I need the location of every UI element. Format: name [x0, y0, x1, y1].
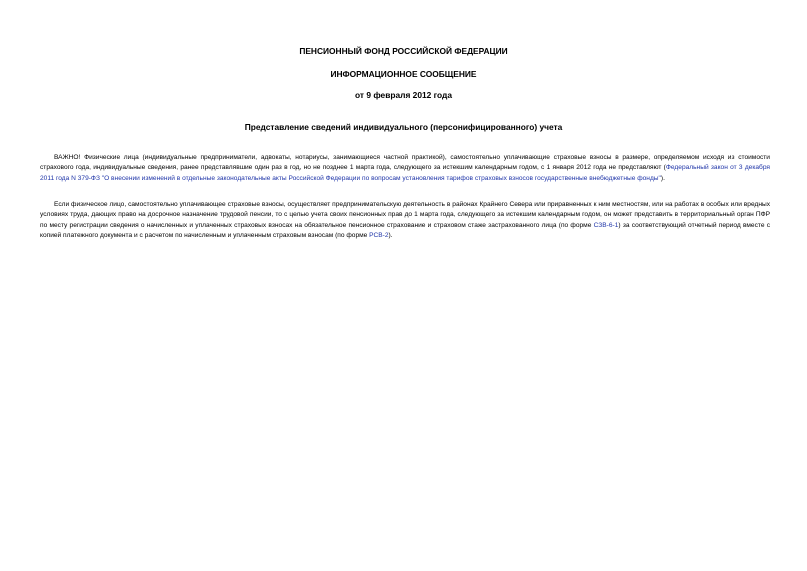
paragraph-individual-text-before: Если физическое лицо, самостоятельно уплачивающее страховые взносы, осуществляет предпринимательскую деятельность в районах Крайнего Севера или приравненных к ним местностям, или на работах в особых или вредных условиях труда, дающих право на досрочное назначение трудовой пенсии, то с целью учета своих пенсионных прав до 1 марта года, следующего за истекшим календарным годом, он может представить в территориальный орган ПФР по месту регистрации сведения о начисленных и уплаченных страховых взносах на обязательное пенсионное страхование и страховом стаже застрахованного лица (по форме — [40, 201, 770, 229]
paragraph-important-text-after: ). — [660, 174, 665, 182]
paragraph-important — [40, 153, 770, 184]
doc-date: от 9 февраля 2012 года — [355, 90, 452, 100]
org-title: ПЕНСИОННЫЙ ФОНД РОССИЙСКОЙ ФЕДЕРАЦИИ — [299, 46, 508, 56]
form-szv-6-1-link[interactable]: СЗВ-6-1 — [593, 221, 619, 229]
paragraph-individual — [40, 200, 770, 242]
paragraph-important-text-before: ВАЖНО! Физические лица (индивидуальные предприниматели, адвокаты, нотариусы, занимающиеся частной практикой), самостоятельно уплачивающие страховые взносы в размере, определяемом исходя из стоимости страхового года, индивидуальные сведения, ранее представлявшие один раз в год, но не позднее 1 марта года, следующего за истекшим календарным годом, с 1 января 2012 года не представляют ( — [40, 154, 770, 172]
doc-subject: Представление сведений индивидуального (персонифицированного) учета — [244, 122, 563, 132]
form-rsv-2-link[interactable]: РСВ-2 — [369, 232, 389, 240]
federal-law-379-link[interactable]: Федеральный закон от 3 декабря 2011 года N 379-ФЗ "О внесении изменений в отдельные законодательные акты Российской Федерации по вопросам установления тарифов страховых взносов государственные внебюджетные фонды" — [40, 164, 770, 182]
paragraph-individual-text-middle: ) за соответствующий отчетный период вместе с копией платежного документа и с расчетом по начисленным и уплаченным страховым взносам (по форме — [40, 221, 770, 240]
doc-type-title: ИНФОРМАЦИОННОЕ СООБЩЕНИЕ — [330, 69, 477, 79]
paragraph-individual-text-after: ). — [388, 232, 393, 240]
